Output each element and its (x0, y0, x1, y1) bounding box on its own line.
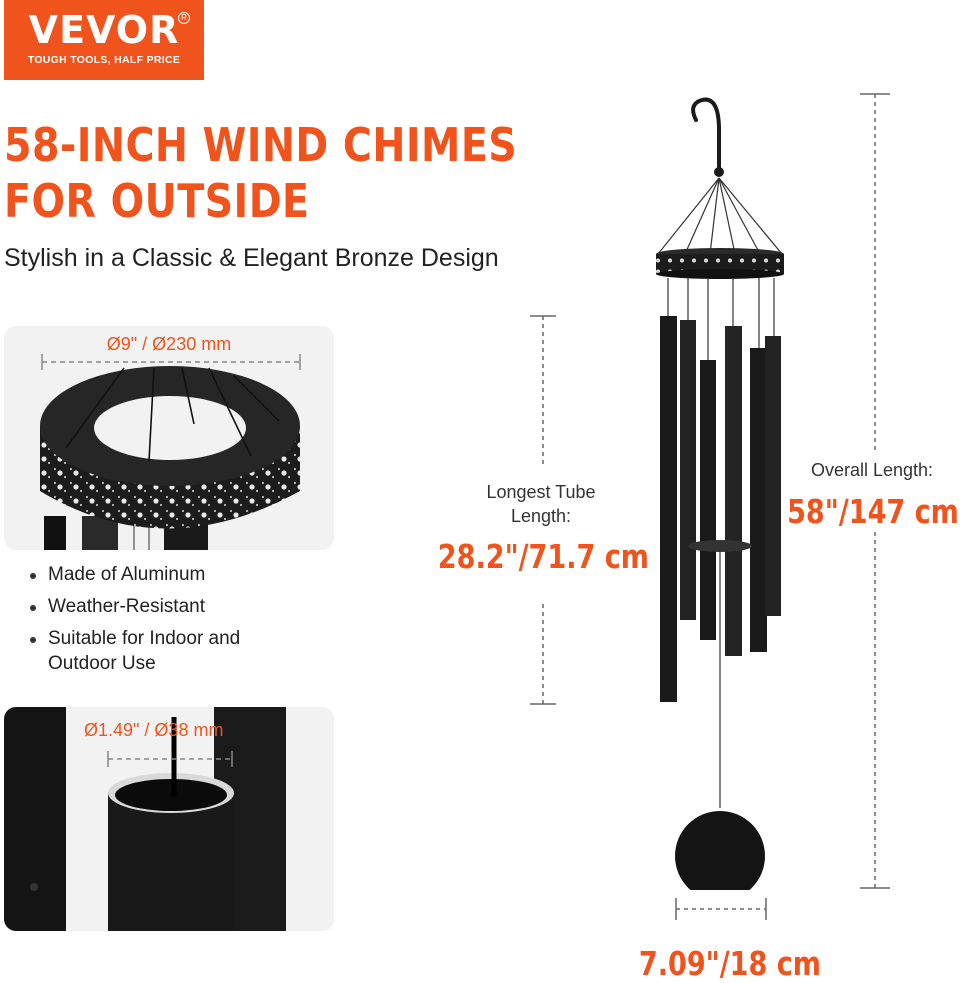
feature-aluminum: Made of Aluminum (48, 564, 206, 585)
feature-weather-resistant: Weather-Resistant (48, 596, 205, 617)
longest-tube-value: 28.2"/71.7 cm (437, 537, 649, 576)
feature-indoor-outdoor: Suitable for Indoor and (48, 628, 241, 649)
tube-diameter-label: Ø1.49" / Ø38 mm (84, 720, 224, 740)
vevor-logo (4, 0, 204, 80)
registered-mark: R (178, 12, 190, 24)
ring-detail-panel (4, 326, 334, 550)
wind-chime-illustration (640, 90, 800, 890)
logo-tagline: TOUGH TOOLS, HALF PRICE (27, 54, 181, 66)
subtitle: Stylish in a Classic & Elegant Bronze Design (4, 244, 499, 272)
overall-length-label: Overall Length: (810, 460, 934, 480)
ring-diameter-label: Ø9" / Ø230 mm (106, 334, 232, 354)
longest-tube-label-1: Longest Tube (486, 482, 596, 502)
sail-width-dimension-line (672, 896, 772, 922)
ring-illustration (4, 326, 334, 550)
overall-length-value: 58"/147 cm (787, 492, 959, 531)
headline-line-1: 58-INCH WIND CHIMES (4, 118, 518, 172)
tube-detail-panel (4, 707, 334, 931)
sail-width-value: 7.09"/18 cm (638, 944, 821, 983)
logo-wordmark: VEVOR (28, 8, 180, 52)
longest-tube-label-2: Length: (510, 506, 572, 526)
feature-indoor-outdoor-cont: Outdoor Use (48, 653, 156, 674)
headline-line-2: FOR OUTSIDE (4, 174, 310, 228)
